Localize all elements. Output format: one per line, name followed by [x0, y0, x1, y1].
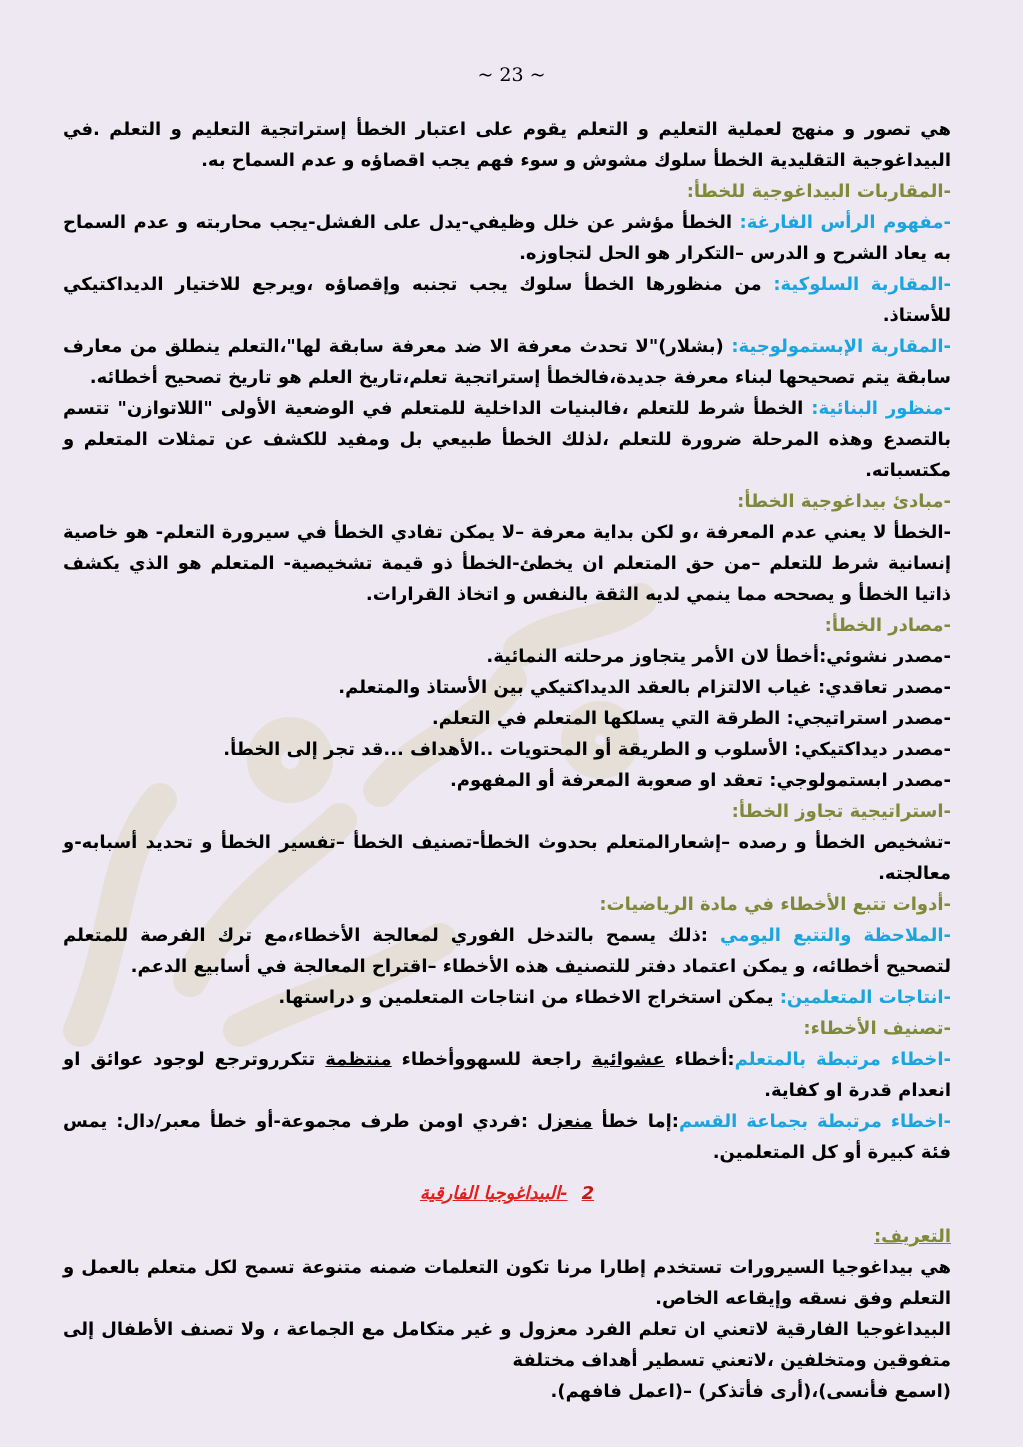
body-text: :أخطاء — [664, 1049, 735, 1070]
document-body — [63, 114, 951, 1407]
section-heading: -مبادئ بيداغوجية الخطأ: — [737, 491, 951, 512]
section-heading: -مصادر الخطأ: — [824, 615, 951, 636]
paragraph — [63, 734, 951, 765]
page-number: ~ 23 ~ — [477, 64, 546, 86]
body-text: يمكن استخراج الاخطاء من انتاجات المتعلمين و دراستها. — [278, 987, 780, 1008]
section-title — [63, 1178, 951, 1209]
body-text: -مصدر تعاقدي: غياب الالتزام بالعقد الديداكتيكي بين الأستاذ والمتعلم. — [338, 677, 951, 698]
paragraph — [63, 517, 951, 610]
definition-heading: التعريف: — [873, 1226, 951, 1247]
paragraph — [63, 796, 951, 827]
paragraph — [63, 889, 951, 920]
body-text: -الخطأ لا يعني عدم المعرفة ،و لكن بداية معرفة –لا يمكن تفادي الخطأ في سيرورة التعلم- هو خاصية إنسانية شرط للتعلم –من حق المتعلم ان يخطئ-الخطأ ذو قيمة تشخيصية- المتعلم هو الذي يكشف ذاتيا الخطأ و يصححه مما ينمي لديه الثقة بالنفس و اتخاذ القرارات. — [63, 522, 951, 605]
paragraph — [63, 610, 951, 641]
paragraph — [63, 486, 951, 517]
term-label: -مفهوم الرأس الفارغة: — [739, 212, 952, 233]
body-text: راجعة للسهووأخطاء — [391, 1049, 592, 1070]
paragraph — [63, 1013, 951, 1044]
body-text: من منظورها الخطأ سلوك يجب تجنبه وإقصاؤه ،ويرجع للاختيار الديداكتيكي للأستاذ. — [63, 274, 951, 326]
term-label: -المقاربة الإبستمولوجية: — [731, 336, 951, 357]
body-text: -مصدر استراتيجي: الطرقة التي يسلكها المتعلم في التعلم. — [431, 708, 951, 729]
paragraph — [63, 765, 951, 796]
term-label: -انتاجات المتعلمين: — [779, 987, 951, 1008]
paragraph — [63, 672, 951, 703]
paragraph — [63, 703, 951, 734]
definition-paragraph: (اسمع فأنسى)،(أرى فأتذكر) –(اعمل فافهم). — [550, 1381, 951, 1402]
body-text: -مصدر نشوئي:أخطأ لان الأمر يتجاوز مرحلته النمائية. — [486, 646, 951, 667]
section-title-text: -البيداغوجيا الفارقية — [419, 1183, 568, 1204]
body-text: الخطأ شرط للتعلم ،فالبنيات الداخلية للمتعلم في الوضعية الأولى "اللاتوازن" تتسم بالتصدع وهذه المرحلة ضرورة للتعلم ،لذلك الخطأ طبيعي بل ومفيد للكشف عن تمثلات المتعلم و مكتسباته. — [63, 398, 951, 481]
definition-paragraph: هي بيداغوجيا السيرورات تستخدم إطارا مرنا تكون التعلمات ضمنه متنوعة تسمح لكل متعلم بالعمل و التعلم وفق نسقه وإيقاعه الخاص. — [63, 1257, 951, 1309]
term-label: -اخطاء مرتبطة بجماعة القسم — [679, 1111, 951, 1132]
term-label: -اخطاء مرتبطة بالمتعلم — [734, 1049, 951, 1070]
section-heading: -تصنيف الأخطاء: — [803, 1018, 951, 1039]
paragraph — [63, 114, 951, 176]
paragraph — [63, 207, 951, 269]
definition-heading-line — [63, 1221, 951, 1252]
paragraph — [63, 641, 951, 672]
paragraph — [63, 393, 951, 486]
paragraph — [63, 920, 951, 982]
section-number: 2 — [581, 1183, 595, 1204]
section-heading: -أدوات تتبع الأخطاء في مادة الرياضيات: — [599, 894, 951, 915]
paragraph — [63, 827, 951, 889]
body-text: عشوائية — [591, 1049, 665, 1070]
paragraph — [63, 982, 951, 1013]
body-text: :ذلك يسمح بالتدخل الفوري لمعالجة الأخطاء،مع ترك الفرصة للمتعلم لتصحيح أخطائه، و يمكن اعتماد دفتر للتصنيف هذه الأخطاء –اقتراح المعالجة في أسابيع الدعم. — [63, 925, 951, 977]
term-label: -الملاحظة والتتبع اليومي — [720, 925, 951, 946]
paragraph — [63, 1044, 951, 1106]
paragraph — [63, 176, 951, 207]
paragraph — [63, 1106, 951, 1168]
body-text: :فردي اومن طرف مجموعة-أو خطأ معبر/دال: يمس فئة كبيرة أو كل المتعلمين. — [63, 1111, 951, 1163]
term-label: -منظور البنائية: — [811, 398, 951, 419]
body-text: الخطأ مؤشر عن خلل وظيفي-يدل على الفشل-يجب محاربته و عدم السماح به يعاد الشرح و الدرس –التكرار هو الحل لتجاوزه. — [63, 212, 951, 264]
body-text: منتظمة — [325, 1049, 392, 1070]
body-text: -مصدر ديداكتيكي: الأسلوب و الطريقة أو المحتويات ..الأهداف ...قد تجر إلى الخطأ. — [223, 739, 951, 760]
section-heading: -المقاربات البيداغوجية للخطأ: — [686, 181, 951, 202]
section-heading: -استراتيجية تجاوز الخطأ: — [731, 801, 951, 822]
body-text: تتكرروترجع لوجود عوائق او انعدام قدرة او كفاية. — [63, 1049, 951, 1101]
body-text: -تشخيص الخطأ و رصده –إشعارالمتعلم بحدوث الخطأ-تصنيف الخطأ –تفسير الخطأ و تحديد أسبابه-و معالجته. — [63, 832, 951, 884]
term-label: -المقاربة السلوكية: — [773, 274, 951, 295]
body-text: هي تصور و منهج لعملية التعليم و التعلم يقوم على اعتبار الخطأ إستراتجية التعليم و التعلم .في البيداغوجية التقليدية الخطأ سلوك مشوش و سوء فهم يجب اقصاؤه و عدم السماح به. — [63, 119, 951, 171]
paragraph — [63, 331, 951, 393]
body-text: :إما خطأ — [592, 1111, 679, 1132]
body-text: منعزل — [537, 1111, 593, 1132]
body-text: (بشلار)"لا تحدث معرفة الا ضد معرفة سابقة لها"،التعلم ينطلق من معارف سابقة يتم تصحيحها لبناء معرفة جديدة،فالخطأ إستراتجية تعلم،تاريخ العلم هو تاريخ تصحيح أخطائه. — [63, 336, 951, 388]
body-text: -مصدر ابستمولوجي: تعقد او صعوبة المعرفة أو المفهوم. — [449, 770, 951, 791]
paragraph — [63, 269, 951, 331]
definition-paragraph: البيداغوجيا الفارقية لاتعني ان تعلم الفرد معزول و غير متكامل مع الجماعة ، ولا تصنف الأطفال إلى متفوقين ومتخلفين ،لاتعني تسطير أهداف مختلفة — [63, 1319, 951, 1371]
